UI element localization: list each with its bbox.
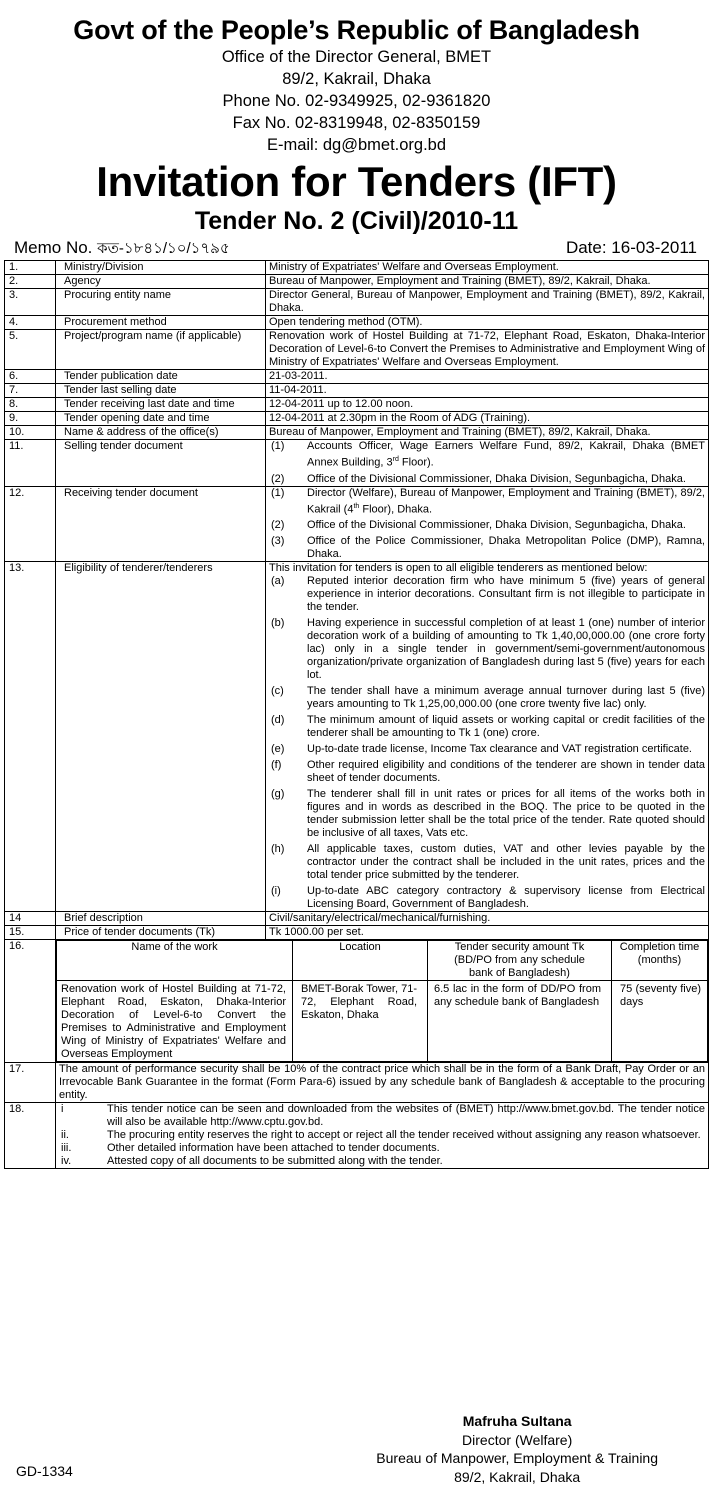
row-label: Project/program name (if applicable) (56, 330, 266, 370)
row-label: Selling tender document (56, 440, 266, 487)
row-number: 15. (5, 926, 56, 940)
row-number: 7. (5, 384, 56, 398)
row-number: 1. (5, 261, 56, 275)
list-item: iii. Other detailed information have been attached to tender documents. (61, 1142, 440, 1155)
row-label: Brief description (56, 912, 266, 926)
row-number: 12. (5, 486, 56, 562)
completion-time: 75 (seventy five) days (612, 981, 708, 1062)
row-number: 4. (5, 316, 56, 330)
row-value: 21-03-2011. (266, 370, 709, 384)
signatory-organization: Bureau of Manpower, Employment & Training (376, 1450, 658, 1466)
row-value: Bureau of Manpower, Employment and Training (BMET), 89/2, Kakrail, Dhaka. (266, 426, 709, 440)
row-value (266, 562, 709, 912)
table-row (5, 940, 709, 1063)
row-label: Tender receiving last date and time (56, 398, 266, 412)
tender-details-table (4, 260, 709, 1169)
row-label: Eligibility of tenderer/tenderers (56, 562, 266, 912)
row-label: Procuring entity name (56, 289, 266, 316)
row-number: 5. (5, 330, 56, 370)
row-value: 11-04-2011. (266, 384, 709, 398)
list-item: (f) Other required eligibility and conditions of the tenderer are shown in tender data sheet of tender documents. (271, 759, 705, 785)
row-value: Open tendering method (OTM). (266, 316, 709, 330)
row-number: 11. (5, 440, 56, 487)
gd-number: GD-1334 (16, 1463, 73, 1479)
office-name: Office of the Director General, BMET (221, 48, 492, 66)
work-name: Renovation work of Hostel Building at 71-72, Elephant Road, Eskaton, Dhaka-Interior Decoration of Level-6-to Convert the Premises to Administrative and Employment Wing of Ministry of Expatriates' Welfare and Overseas Employment (57, 981, 293, 1062)
notice-header (4, 14, 709, 236)
row-number: 6. (5, 370, 56, 384)
list-item: (2) Office of the Divisional Commissioner, Dhaka Division, Segunbagicha, Dhaka. (271, 519, 686, 532)
list-item: (e) Up-to-date trade license, Income Tax clearance and VAT registration certificate. (271, 743, 692, 756)
list-item: (c) The tender shall have a minimum average annual turnover during last 5 (five) years amounting to Tk 1,25,00,000.00 (one crore twenty five lac) only. (271, 685, 705, 711)
table-row (5, 398, 709, 412)
list-item: (1) Accounts Officer, Wage Earners Welfare Fund, 89/2, Kakrail, Dhaka (BMET Annex Building, 3rd Floor). (271, 440, 705, 469)
table-row (5, 330, 709, 370)
header-work: Name of the work (57, 941, 293, 981)
email-address: E-mail: dg@bmet.org.bd (266, 136, 447, 154)
memo-label: Memo No. (14, 238, 93, 257)
list-item: iv. Attested copy of all documents to be submitted along with the tender. (61, 1155, 443, 1168)
row-number: 14 (5, 912, 56, 926)
row-value: Ministry of Expatriates' Welfare and Overseas Employment. (266, 261, 709, 275)
list-item: (1) Director (Welfare), Bureau of Manpower, Employment and Training (BMET), 89/2, Kakrail (4th Floor), Dhaka. (271, 486, 705, 516)
table-row (5, 926, 709, 940)
row-value (266, 486, 709, 562)
tender-notice-page (0, 14, 713, 1497)
signature-block (376, 1412, 658, 1486)
list-item-text: Accounts Officer, Wage Earners Welfare Fund, 89/2, Kakrail, Dhaka (BMET Annex Building, 3rd Floor). (307, 440, 705, 469)
phone-numbers: Phone No. 02-9349925, 02-9361820 (222, 92, 491, 110)
row-label: Receiving tender document (56, 486, 266, 562)
list-item: (g) The tenderer shall fill in unit rates or prices for all items of the works both in figures and in words as described in the BOQ. The price to be quoted in the tender submission letter shall be the total price of the tender. Rate quoted should be inclusive of all taxes, Vats etc. (271, 788, 705, 840)
work-schedule (56, 940, 709, 1063)
notes (56, 1103, 709, 1169)
performance-security: The amount of performance security shall be 10% of the contract price which shall be in the form of a Bank Draft, Pay Order or an Irrevocable Bank Guarantee in the format (Form Para-6) issued by any schedule bank of Bangladesh & acceptable to the procuring entity. (56, 1063, 709, 1103)
row-label: Price of tender documents (Tk) (56, 926, 266, 940)
row-label: Procurement method (56, 316, 266, 330)
list-item-text: Director (Welfare), Bureau of Manpower, Employment and Training (BMET), 89/2, Kakrail (4th Floor), Dhaka. (307, 486, 705, 516)
row-number: 2. (5, 275, 56, 289)
fax-numbers: Fax No. 02-8319948, 02-8350159 (232, 114, 481, 132)
table-row (5, 384, 709, 398)
work-location: BMET-Borak Tower, 71-72, Elephant Road, Eskaton, Dhaka (293, 981, 428, 1062)
header-location: Location (293, 941, 428, 981)
list-item: (3) Office of the Police Commissioner, Dhaka Metropolitan Police (DMP), Ramna, Dhaka. (271, 535, 705, 561)
office-address: 89/2, Kakrail, Dhaka (282, 70, 431, 88)
row-label: Tender publication date (56, 370, 266, 384)
row-value: 12-04-2011 up to 12.00 noon. (266, 398, 709, 412)
list-item: (h) All applicable taxes, custom duties, VAT and other levies payable by the contractor under the contract shall be included in the unit rates, prices and the total tender price submitted by the tenderer. (271, 843, 705, 882)
memo-number (14, 238, 230, 259)
row-value (266, 440, 709, 487)
signatory-address: 89/2, Kakrail, Dhaka (454, 1468, 581, 1485)
list-item: (2) Office of the Divisional Commissioner, Dhaka Division, Segunbagicha, Dhaka. (271, 472, 686, 485)
eligibility-intro: This invitation for tenders is open to all eligible tenderers as mentioned below: (269, 562, 648, 575)
table-row (5, 426, 709, 440)
table-row (5, 486, 709, 562)
row-value: Bureau of Manpower, Employment and Training (BMET), 89/2, Kakrail, Dhaka. (266, 275, 709, 289)
row-number: 18. (5, 1103, 56, 1169)
table-row (5, 275, 709, 289)
table-row (5, 316, 709, 330)
row-label: Tender last selling date (56, 384, 266, 398)
table-row (5, 1063, 709, 1103)
memo-date: Date: 16-03-2011 (565, 238, 697, 257)
row-number: 10. (5, 426, 56, 440)
table-row (5, 412, 709, 426)
row-number: 17. (5, 1063, 56, 1103)
row-label: Agency (56, 275, 266, 289)
list-item: (d) The minimum amount of liquid assets or working capital or credit facilities of the tenderer shall be amounting to Tk 1 (one) crore. (271, 714, 705, 740)
row-value: 12-04-2011 at 2.30pm in the Room of ADG (Training). (266, 412, 709, 426)
signatory-designation: Director (Welfare) (462, 1431, 573, 1448)
table-row (5, 370, 709, 384)
list-item: ii. The procuring entity reserves the right to accept or reject all the tender received without assigning any reason whatsoever. (61, 1129, 701, 1142)
row-value: Renovation work of Hostel Building at 71-72, Elephant Road, Eskaton, Dhaka-Interior Decoration of Level-6-to Convert the Premises to Administrative and Employment Wing of Ministry of Expatriates' Welfare and Overseas Employment. (266, 330, 709, 370)
row-number: 3. (5, 289, 56, 316)
header-completion: Completion time (months) (612, 941, 708, 981)
signatory-name: Mafruha Sultana (462, 1413, 572, 1429)
list-item: (a) Reputed interior decoration firm who have minimum 5 (five) years of general experience in interior decorations. Consultant firm is not illegible to participate in the tender. (271, 575, 705, 614)
tender-number: Tender No. 2 (Civil)/2010-11 (194, 207, 519, 235)
memo-row (4, 236, 709, 259)
row-number: 8. (5, 398, 56, 412)
table-row (5, 440, 709, 487)
row-value: Tk 1000.00 per set. (266, 926, 709, 940)
row-label: Ministry/Division (56, 261, 266, 275)
list-item: (b) Having experience in successful completion of at least 1 (one) number of interior decoration work of a building of amounting to Tk 1,40,00,000.00 (one crore forty lac) only in a single tender in government/semi-government/autonomous organization/private organization of Bangladesh during last 5 (five) years for each lot. (271, 617, 705, 682)
notice-title: Invitation for Tenders (IFT) (96, 158, 617, 205)
row-value: Director General, Bureau of Manpower, Employment and Training (BMET), 89/2, Kakrail, Dhaka. (266, 289, 709, 316)
header-security: Tender security amount Tk (BD/PO from any schedule bank of Bangladesh) (428, 941, 612, 981)
list-item: (i) Up-to-date ABC category contractory & supervisory license from Electrical Licensing Board, Government of Bangladesh. (271, 885, 705, 911)
table-row (5, 261, 709, 275)
list-item: i This tender notice can be seen and downloaded from the websites of (BMET) http://www.bmet.gov.bd. The tender notice will also be available http://www.cptu.gov.bd. (61, 1103, 705, 1129)
row-number: 9. (5, 412, 56, 426)
security-amount: 6.5 lac in the form of DD/PO from any schedule bank of Bangladesh (428, 981, 612, 1062)
row-value: Civil/sanitary/electrical/mechanical/furnishing. (266, 912, 709, 926)
memo-value: কত-১৮৪১/১০/১৭৯৫ (97, 240, 230, 257)
row-number: 13. (5, 562, 56, 912)
work-schedule-table (56, 940, 708, 1062)
row-number: 16. (5, 940, 56, 1063)
table-row (5, 289, 709, 316)
row-label: Name & address of the office(s) (56, 426, 266, 440)
table-row (5, 562, 709, 912)
table-row (5, 1103, 709, 1169)
table-row (5, 912, 709, 926)
government-title: Govt of the People’s Republic of Bangladesh (73, 15, 640, 45)
row-label: Tender opening date and time (56, 412, 266, 426)
